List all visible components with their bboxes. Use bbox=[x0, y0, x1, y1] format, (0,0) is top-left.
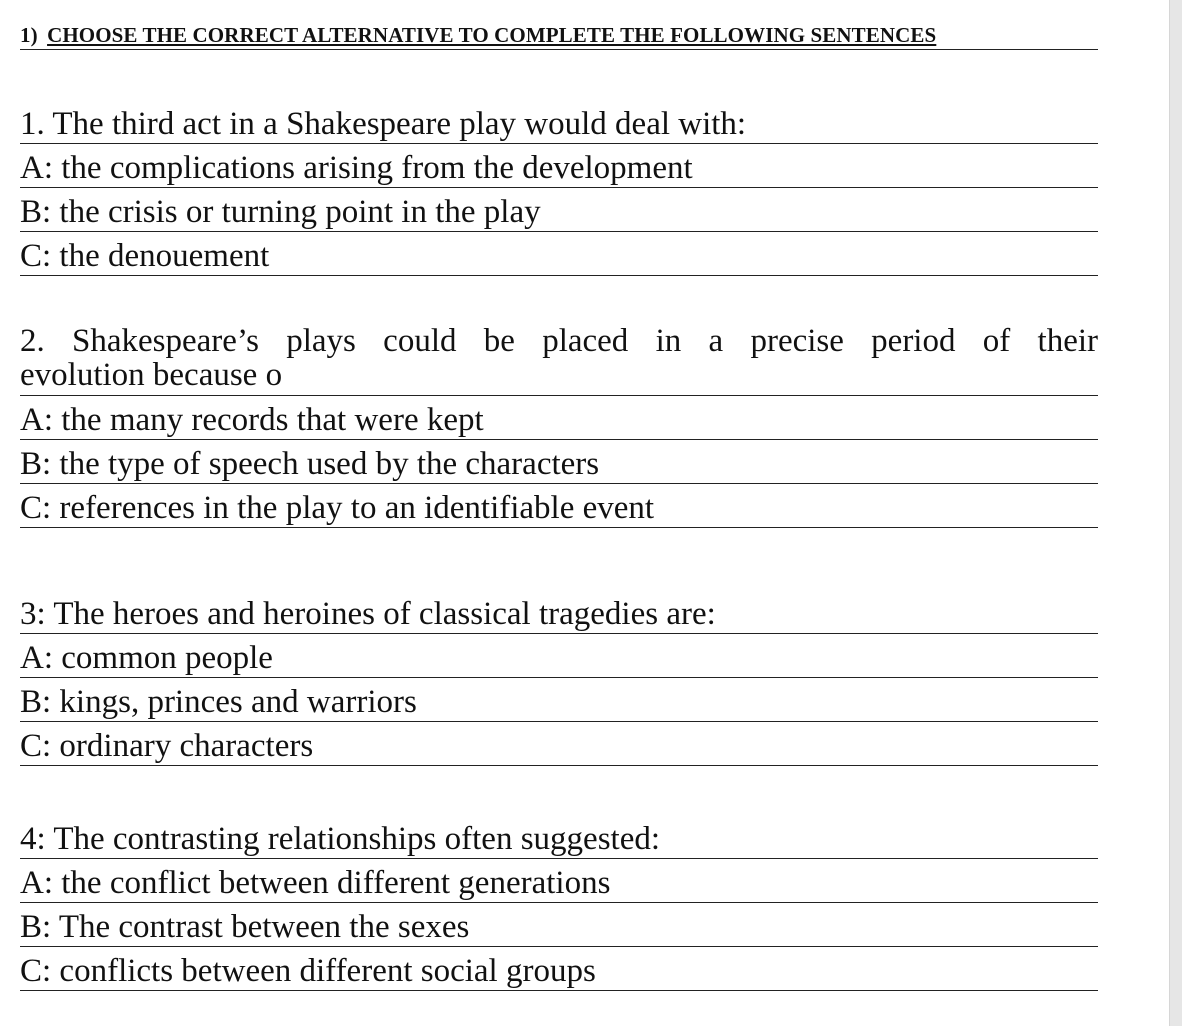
question-1 bbox=[20, 100, 1098, 276]
option-a[interactable]: A: common people bbox=[20, 634, 1098, 678]
question-prompt: 3: The heroes and heroines of classical tragedies are: bbox=[20, 590, 1098, 634]
question-4 bbox=[20, 815, 1098, 991]
option-c[interactable]: C: references in the play to an identifiable event bbox=[20, 484, 1098, 528]
option-b[interactable]: B: kings, princes and warriors bbox=[20, 678, 1098, 722]
question-2 bbox=[20, 324, 1098, 528]
section-number: 1) bbox=[20, 23, 38, 47]
question-3 bbox=[20, 590, 1098, 766]
question-prompt-line-1: 2. Shakespeare’s plays could be placed in a precise period of their bbox=[20, 324, 1098, 358]
section-title: CHOOSE THE CORRECT ALTERNATIVE TO COMPLETE THE FOLLOWING SENTENCES bbox=[47, 23, 937, 47]
option-c[interactable]: C: conflicts between different social groups bbox=[20, 947, 1098, 991]
option-a[interactable]: A: the complications arising from the development bbox=[20, 144, 1098, 188]
option-b[interactable]: B: The contrast between the sexes bbox=[20, 903, 1098, 947]
option-b[interactable]: B: the type of speech used by the characters bbox=[20, 440, 1098, 484]
question-prompt: 1. The third act in a Shakespeare play would deal with: bbox=[20, 100, 1098, 144]
option-b[interactable]: B: the crisis or turning point in the play bbox=[20, 188, 1098, 232]
section-header bbox=[20, 22, 1098, 50]
option-a[interactable]: A: the many records that were kept bbox=[20, 396, 1098, 440]
question-prompt-line-2: evolution because o bbox=[20, 358, 1098, 396]
option-c[interactable]: C: the denouement bbox=[20, 232, 1098, 276]
option-a[interactable]: A: the conflict between different generations bbox=[20, 859, 1098, 903]
question-prompt: 4: The contrasting relationships often suggested: bbox=[20, 815, 1098, 859]
option-c[interactable]: C: ordinary characters bbox=[20, 722, 1098, 766]
page-edge-scrollbar[interactable] bbox=[1169, 0, 1182, 1026]
